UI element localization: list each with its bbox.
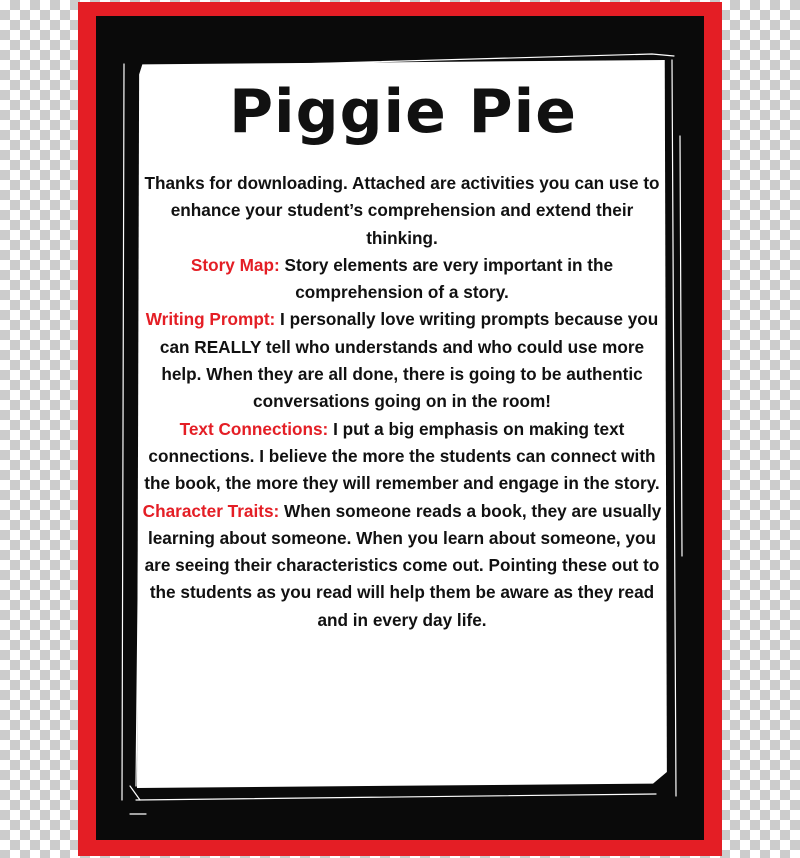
page-title: Piggie Pie: [229, 77, 577, 147]
section-label-character-traits: Character Traits:: [142, 500, 280, 521]
section-text-character-traits: When someone reads a book, they are usually learning about someone. When you learn about someone, you are seeing their characteristics come out. Pointing these out to the students as you read will help them be aware as they read and in every day life.: [144, 500, 662, 630]
section-label-writing-prompt: Writing Prompt:: [145, 309, 276, 330]
body-text: [140, 170, 664, 634]
section-story-map: [140, 252, 664, 307]
section-text-story-map: Story elements are very important in the comprehension of a story.: [279, 254, 614, 303]
section-text-writing-prompt: I personally love writing prompts because you can REALLY tell who understands and who could use more help. When they are all done, there is going to be authentic conversations going on in the room!: [159, 309, 659, 412]
intro-paragraph: Thanks for downloading. Attached are activities you can use to enhance your student’s comprehension and extend their thinking.: [144, 173, 660, 248]
section-label-story-map: Story Map:: [190, 254, 280, 275]
section-character-traits: [140, 498, 664, 634]
section-text-connections: [140, 416, 664, 498]
section-text-text-connections: I put a big emphasis on making text connections. I believe the more the students can connect with the book, the more they will remember and engage in the story.: [144, 418, 660, 494]
section-writing-prompt: [140, 306, 664, 415]
section-label-text-connections: Text Connections:: [179, 418, 329, 439]
